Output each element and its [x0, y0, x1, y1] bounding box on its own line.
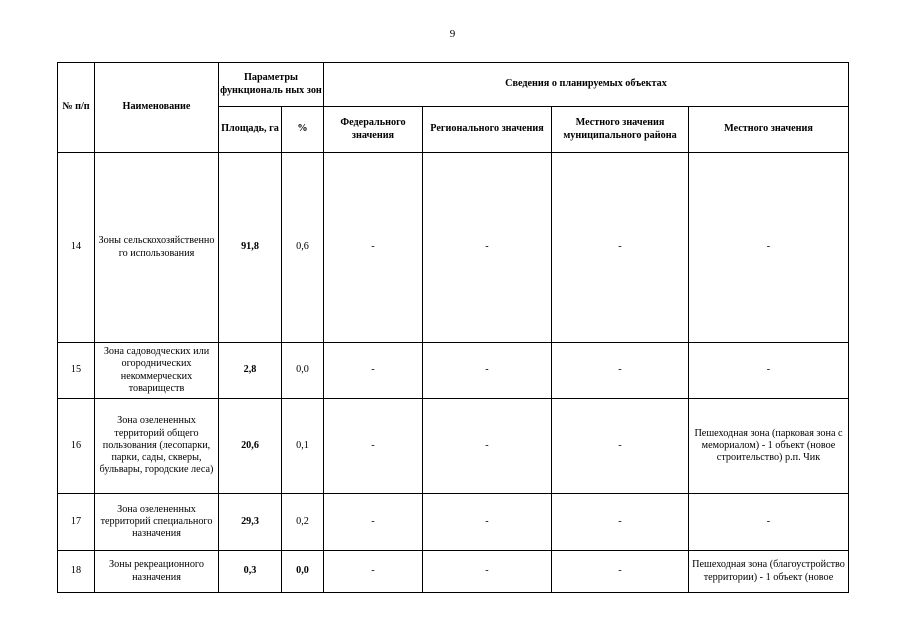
- row-local: Пешеходная зона (благоустройство территории) - 1 объект (новое: [689, 551, 849, 593]
- row-local: -: [689, 494, 849, 551]
- row-federal: -: [324, 494, 423, 551]
- header-regional: Регионального значения: [423, 107, 552, 153]
- row-area: 2,8: [219, 343, 282, 399]
- row-regional: -: [423, 153, 552, 343]
- row-number: 18: [58, 551, 95, 593]
- row-number: 14: [58, 153, 95, 343]
- table-row: [58, 153, 849, 343]
- row-name: Зона озелененных территорий общего пользования (лесопарки, парки, сады, скверы, бульвары, городские леса): [95, 399, 219, 494]
- header-percent: %: [282, 107, 324, 153]
- row-area: 91,8: [219, 153, 282, 343]
- row-area: 0,3: [219, 551, 282, 593]
- row-municipal: -: [552, 153, 689, 343]
- row-local: Пешеходная зона (парковая зона с мемориалом) - 1 объект (новое строительство) р.п. Чик: [689, 399, 849, 494]
- row-percent: 0,6: [282, 153, 324, 343]
- header-municipal-district: Местного значения муниципального района: [552, 107, 689, 153]
- row-federal: -: [324, 551, 423, 593]
- header-planned-objects: Сведения о планируемых объектах: [324, 63, 849, 107]
- row-number: 17: [58, 494, 95, 551]
- row-regional: -: [423, 494, 552, 551]
- header-zone-params: Параметры функциональ ных зон: [219, 63, 324, 107]
- row-name: Зона озелененных территорий специального назначения: [95, 494, 219, 551]
- row-municipal: -: [552, 343, 689, 399]
- row-municipal: -: [552, 551, 689, 593]
- table-row: [58, 551, 849, 593]
- table-row: [58, 343, 849, 399]
- row-area: 29,3: [219, 494, 282, 551]
- row-municipal: -: [552, 399, 689, 494]
- page-number: 9: [449, 28, 456, 40]
- row-municipal: -: [552, 494, 689, 551]
- row-number: 15: [58, 343, 95, 399]
- row-name: Зона садоводческих или огороднических некоммерческих товариществ: [95, 343, 219, 399]
- planned-objects-table: [57, 62, 849, 593]
- table-row: [58, 494, 849, 551]
- row-federal: -: [324, 153, 423, 343]
- row-federal: -: [324, 343, 423, 399]
- row-federal: -: [324, 399, 423, 494]
- row-percent: 0,0: [282, 343, 324, 399]
- header-local: Местного значения: [689, 107, 849, 153]
- row-local: -: [689, 153, 849, 343]
- table-row: [58, 399, 849, 494]
- header-name: Наименование: [95, 63, 219, 153]
- header-number: № п/п: [58, 63, 95, 153]
- row-local: -: [689, 343, 849, 399]
- header-area: Площадь, га: [219, 107, 282, 153]
- row-name: Зоны сельскохозяйственно го использования: [95, 153, 219, 343]
- row-regional: -: [423, 343, 552, 399]
- row-percent: 0,1: [282, 399, 324, 494]
- row-regional: -: [423, 551, 552, 593]
- row-area: 20,6: [219, 399, 282, 494]
- row-regional: -: [423, 399, 552, 494]
- row-percent: 0,2: [282, 494, 324, 551]
- row-name: Зоны рекреационного назначения: [95, 551, 219, 593]
- header-federal: Федерального значения: [324, 107, 423, 153]
- row-percent: 0,0: [282, 551, 324, 593]
- row-number: 16: [58, 399, 95, 494]
